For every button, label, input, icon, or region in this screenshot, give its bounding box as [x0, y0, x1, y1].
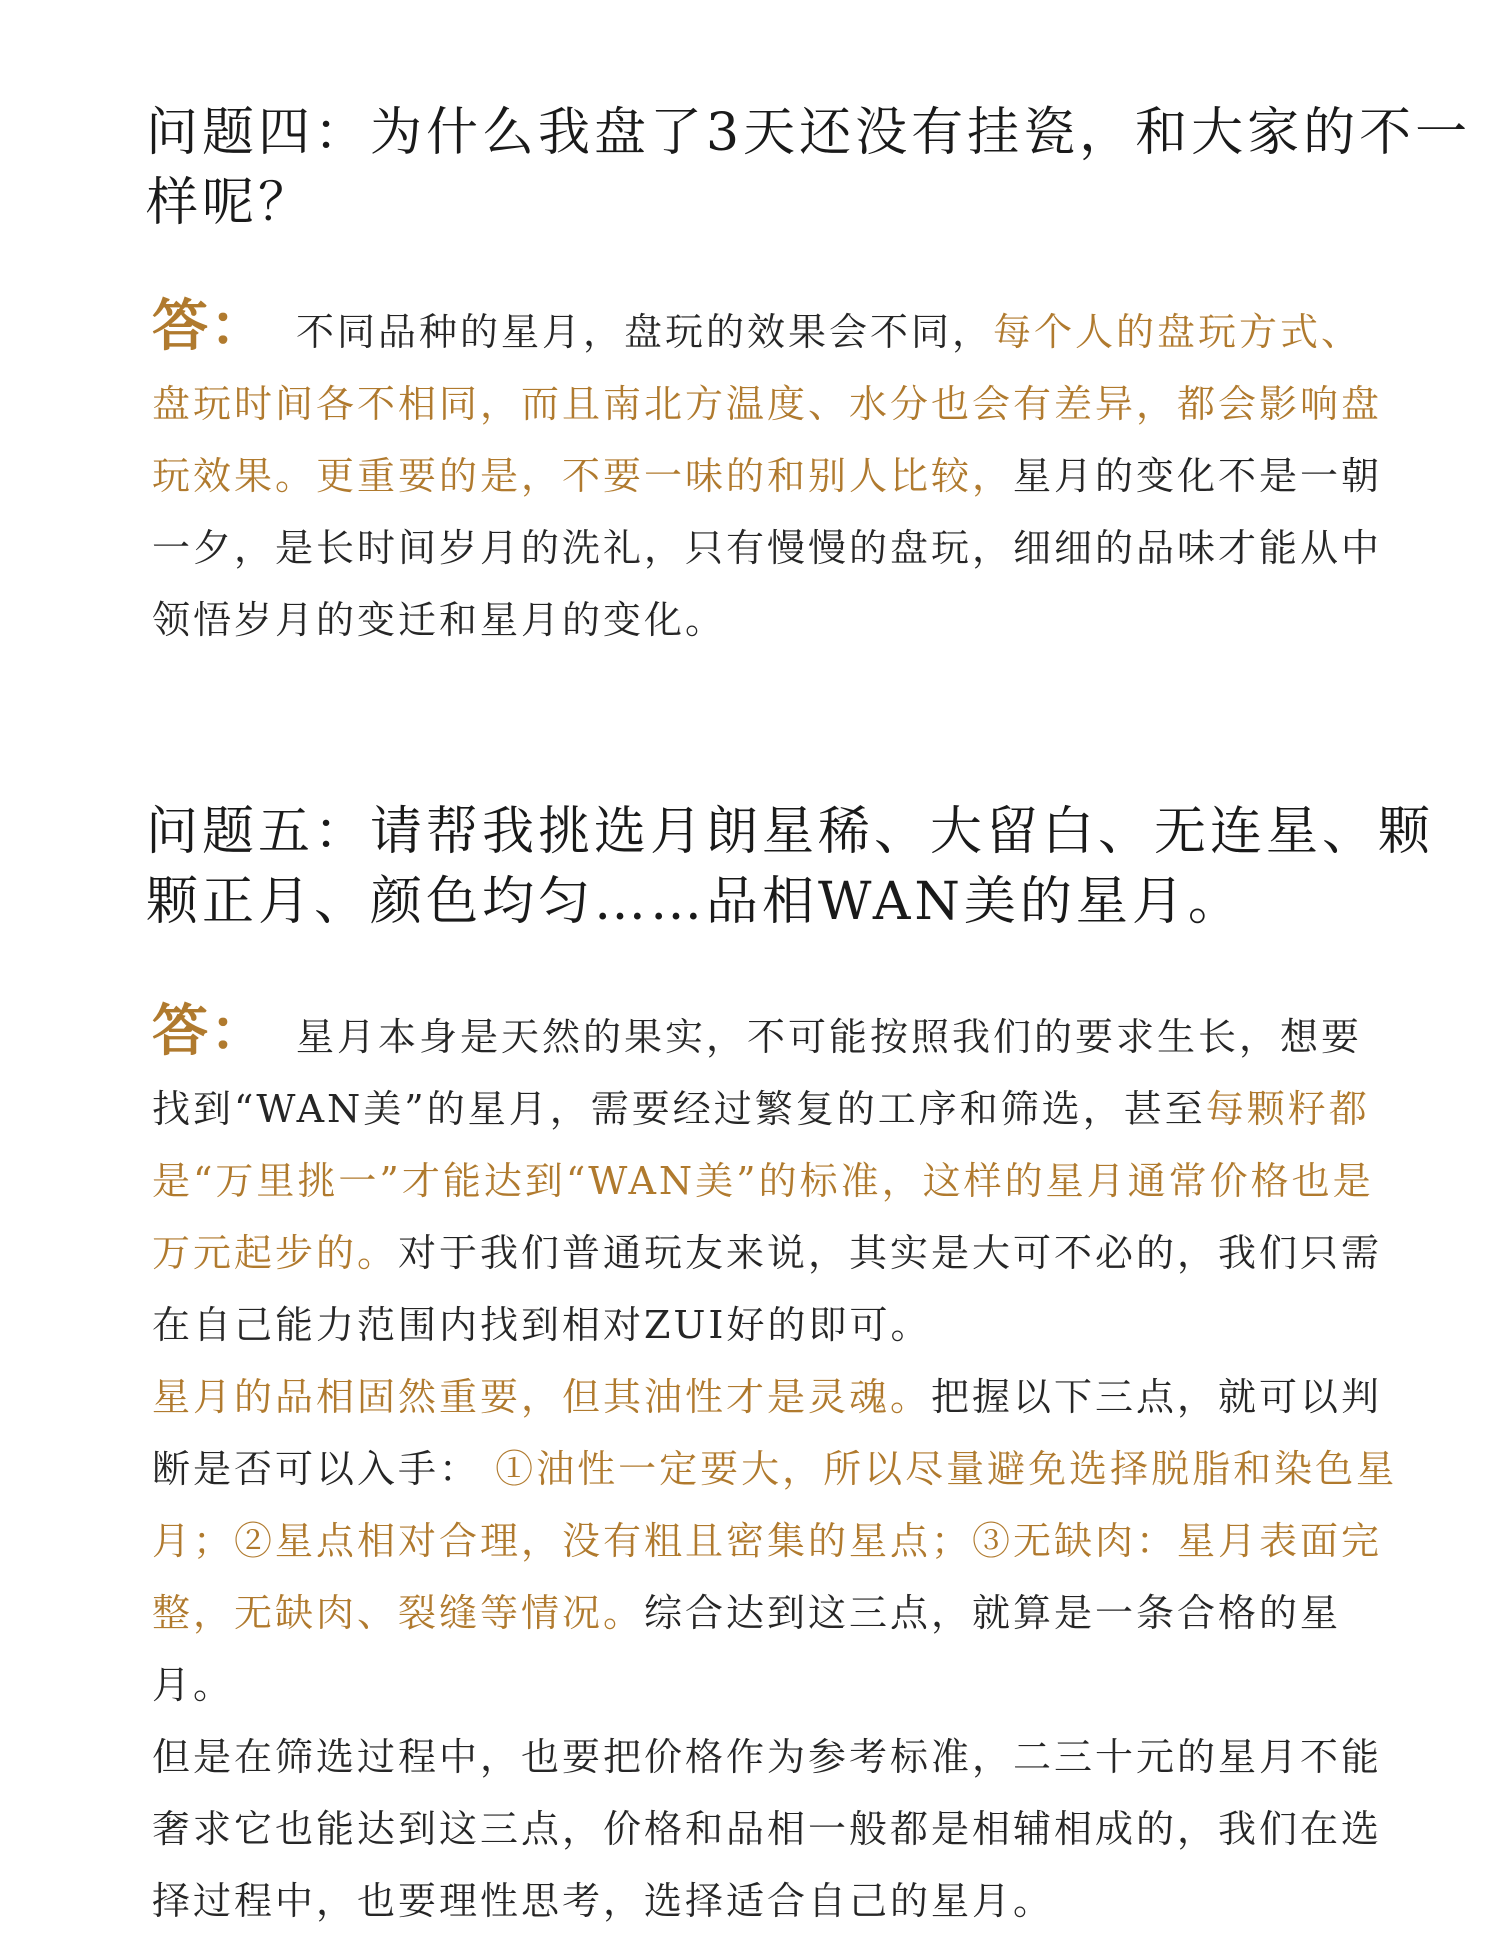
answer-5-highlight-2: 星月的品相固然重要，但其油性才是灵魂。: [152, 1375, 932, 1419]
answer-5-paragraph-1: [152, 995, 1402, 1361]
question-5-title: 问题五：请帮我挑选月朗星稀、大留白、无连星、颗颗正月、颜色均匀……品相WAN美的星月。: [146, 802, 1435, 932]
answer-4: [152, 290, 1402, 656]
answer-5-text-2: 对于我们普通玩友来说，其实是大可不必的，我们只需在自己能力范围内找到相对ZUI好的即可。: [152, 1231, 1383, 1347]
answer-5-text-3: 把握以下三点，就可以判断是否可以入手：: [152, 1375, 1383, 1491]
answer-4-text-2: 星月的变化不是一朝一夕，是长时间岁月的洗礼，只有慢慢的盘玩，细细的品味才能从中领悟岁月的变迁和星月的变化。: [152, 454, 1383, 642]
answer-4-label: 答：: [152, 293, 268, 359]
answer-5-paragraph-2: [152, 1361, 1402, 1721]
answer-5-label: 答：: [152, 998, 268, 1064]
answer-4-highlight-1: 每个人的盘玩方式、盘玩时间各不相同，而且南北方温度、水分也会有差异，都会影响盘玩效果。更重要的是，不要一味的和别人比较，: [152, 310, 1383, 498]
question-4-title: 问题四：为什么我盘了3天还没有挂瓷，和大家的不一样呢？: [146, 103, 1472, 233]
answer-5-text-4: 综合达到这三点，就算是一条合格的星月。: [152, 1591, 1342, 1707]
answer-5-text-1: 星月本身是天然的果实，不可能按照我们的要求生长，想要找到“WAN美”的星月，需要经过繁复的工序和筛选，甚至: [152, 1015, 1363, 1131]
answer-5-highlight-3: ①油性一定要大，所以尽量避免选择脱脂和染色星月；②星点相对合理，没有粗且密集的星点；③无缺肉：星月表面完整，无缺肉、裂缝等情况。: [152, 1447, 1398, 1635]
answer-4-text-1: 不同品种的星月，盘玩的效果会不同，: [296, 310, 994, 354]
answer-5-paragraph-3: 但是在筛选过程中，也要把价格作为参考标准，二三十元的星月不能奢求它也能达到这三点，价格和品相一般都是相辅相成的，我们在选择过程中，也要理性思考，选择适合自己的星月。: [152, 1735, 1383, 1923]
answer-5-highlight-1: 每颗籽都是“万里挑一”才能达到“WAN美”的标准，这样的星月通常价格也是万元起步的。: [152, 1087, 1374, 1275]
answer-5: [152, 995, 1402, 1937]
